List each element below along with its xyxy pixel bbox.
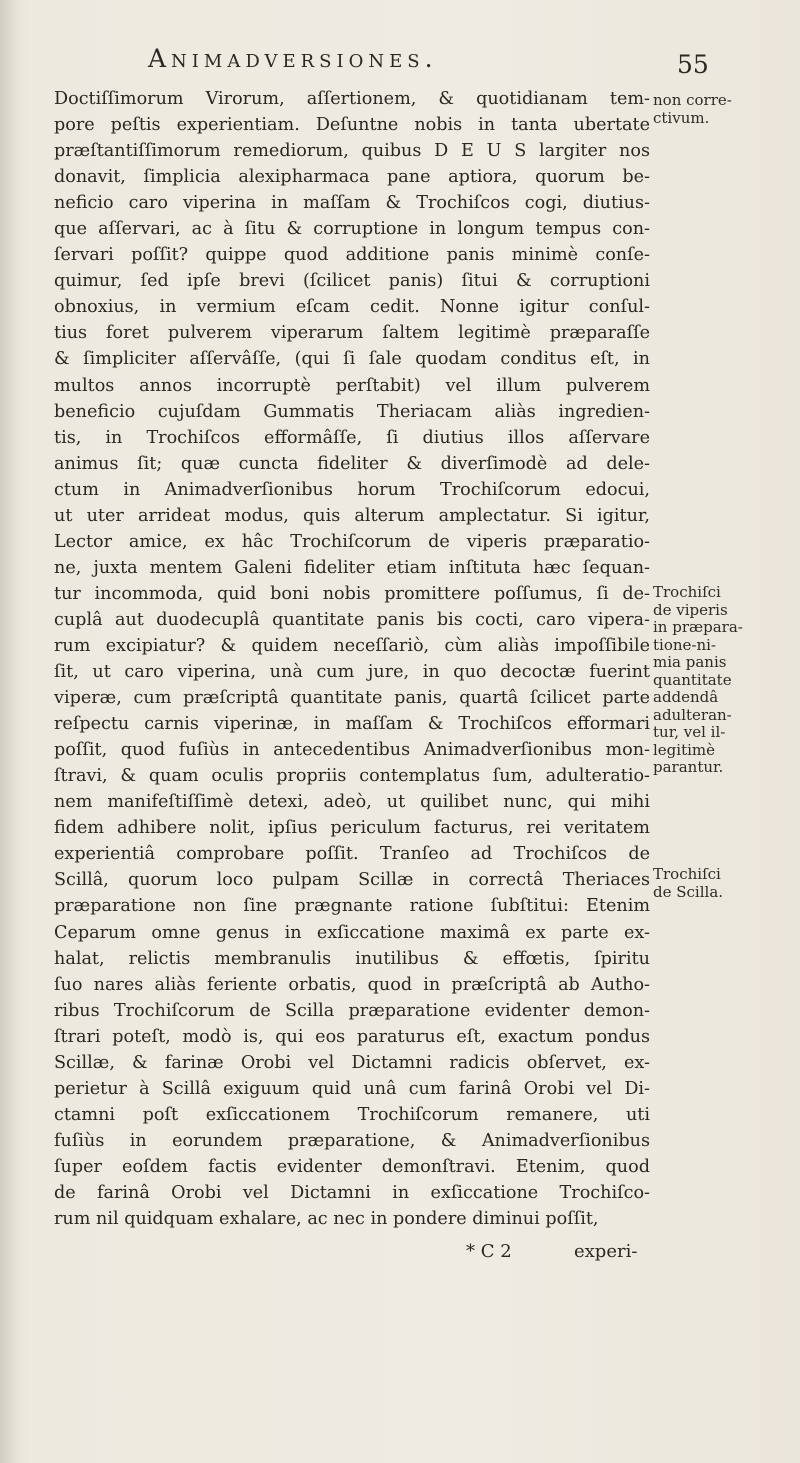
- marginal-note-line: in præpara-: [653, 619, 743, 636]
- text-line: perietur à Scillâ exiguum quid unâ cum farinâ Orobi vel Di-: [54, 1078, 650, 1099]
- signature-mark: * C 2: [466, 1241, 512, 1262]
- text-line: tur incommoda, quid boni nobis promittere poſſumus, ſi de-: [54, 583, 650, 604]
- text-line: Scillâ, quorum loco pulpam Scillæ in correctâ Theriaces: [54, 870, 650, 891]
- text-line: multos annos incorruptè perſtabit) vel illum pulverem: [54, 375, 650, 396]
- text-line: de farinâ Orobi vel Dictamni in exſiccatione Trochiſco-: [54, 1182, 650, 1203]
- text-line: ribus Trochiſcorum de Scilla præparatione evidenter demon-: [54, 1000, 650, 1021]
- marginal-note-line: parantur.: [653, 759, 724, 776]
- text-line: donavit, ſimplicia alexipharmaca pane aptiora, quorum be-: [54, 167, 650, 188]
- text-line: halat, relictis membranulis inutilibus & effœtis, ſpiritu: [54, 948, 650, 969]
- page-number: 55: [677, 50, 709, 79]
- text-line: Scillæ, & farinæ Orobi vel Dictamni radicis obſervet, ex-: [54, 1052, 650, 1073]
- text-line: poſſit, quod fuſiùs in antecedentibus Animadverſionibus mon-: [54, 740, 650, 761]
- page-footer: [0, 1241, 800, 1267]
- text-line: ſervari poſſit? quippe quod additione panis minimè conſe-: [54, 245, 650, 266]
- text-line: ſtravi, & quam oculis propriis contemplatus ſum, adulteratio-: [54, 766, 650, 787]
- text-line: neficio caro viperina in maſſam & Trochiſcos cogi, diutius-: [54, 193, 650, 214]
- text-line: Ceparum omne genus in exſiccatione maximâ ex parte ex-: [54, 922, 650, 943]
- marginal-note-line: mia panis: [653, 654, 727, 671]
- text-line: tius foret pulverem viperarum ſaltem legitimè præparaſſe: [54, 323, 650, 344]
- marginal-note: [653, 92, 745, 127]
- text-line: quimur, ſed ipſe brevi (ſcilicet panis) ſitui & corruptioni: [54, 271, 650, 292]
- text-line: pore peſtis experientiam. Deſuntne nobis in tanta ubertate: [54, 115, 650, 136]
- text-line: ſit, ut caro viperina, unà cum jure, in quo decoctæ fuerint: [54, 662, 650, 683]
- text-line: ctamni poſt exſiccationem Trochiſcorum remanere, uti: [54, 1104, 650, 1125]
- text-line: Lector amice, ex hâc Trochiſcorum de viperis præparatio-: [54, 531, 650, 552]
- text-line: fuſiùs in eorundem præparatione, & Animadverſionibus: [54, 1130, 650, 1151]
- marginal-note-line: de Scilla.: [653, 883, 724, 901]
- text-line: reſpectu carnis viperinæ, in maſſam & Trochiſcos efformari: [54, 714, 650, 735]
- text-line: obnoxius, in vermium eſcam cedit. Nonne igitur conſul-: [54, 297, 650, 318]
- marginal-note-line: Trochiſci: [653, 866, 721, 883]
- text-line: que aſſervari, ac à ſitu & corruptione in longum tempus con-: [54, 219, 650, 240]
- text-line: præſtantiſſimorum remediorum, quibus D E U S largiter nos: [54, 141, 650, 162]
- text-line: Doctiſſimorum Virorum, aſſertionem, & quotidianam tem-: [54, 89, 650, 109]
- main-text: [54, 86, 650, 1232]
- text-line: fidem adhibere nolit, ipſius periculum facturus, rei veritatem: [54, 818, 650, 839]
- text-line: animus ſit; quæ cuncta fideliter & diverſimodè ad dele-: [54, 453, 650, 474]
- text-line: cuplâ aut duodecuplâ quantitate panis bis cocti, caro vipera-: [54, 609, 650, 630]
- running-head: Animadversiones.: [148, 44, 438, 73]
- marginal-note-line: legitimè: [653, 741, 715, 759]
- text-line: experientiâ comprobare poſſit. Tranſeo ad Trochiſcos de: [54, 844, 650, 865]
- catchword: experi-: [574, 1241, 638, 1262]
- text-line: ne, juxta mentem Galeni fideliter etiam inſtituta hæc ſequan-: [54, 557, 650, 578]
- marginal-note-line: ctivum.: [653, 109, 710, 127]
- text-line: rum nil quidquam exhalare, ac nec in pondere diminui poſſit,: [54, 1209, 599, 1230]
- text-line: beneficio cujuſdam Gummatis Theriacam aliàs ingredien-: [54, 401, 650, 422]
- text-line: ſuper eoſdem factis evidenter demonſtravi. Etenim, quod: [54, 1156, 650, 1177]
- marginal-note-line: quantitate: [653, 671, 732, 689]
- marginal-note-line: non corre-: [653, 92, 732, 109]
- page-header: [0, 44, 800, 84]
- marginal-note: [653, 584, 745, 777]
- marginal-note-line: de viperis: [653, 601, 728, 619]
- marginal-note-line: adulteran-: [653, 706, 732, 724]
- text-line: viperæ, cum præſcriptâ quantitate panis, quartâ ſcilicet parte: [54, 688, 650, 709]
- text-line: præparatione non ſine prægnante ratione ſubſtitui: Etenim: [54, 896, 650, 917]
- text-line: nem manifeſtiſſimè detexi, adeò, ut quilibet nunc, qui mihi: [54, 792, 650, 813]
- text-line: ſuo nares aliàs feriente orbatis, quod in præſcriptâ ab Autho-: [54, 974, 650, 995]
- marginal-note-line: addendâ: [653, 689, 719, 706]
- text-line: & ſimpliciter aſſervâſſe, (qui ſi ſale quodam conditus eſt, in: [54, 349, 650, 370]
- text-line: tis, in Trochiſcos efformâſſe, ſi diutius illos aſſervare: [54, 427, 650, 448]
- text-line: ctum in Animadverſionibus horum Trochiſcorum edocui,: [54, 479, 650, 500]
- marginal-note-line: Trochiſci: [653, 584, 721, 601]
- text-line: rum excipiatur? & quidem neceſſariò, cùm aliàs impoſſibile: [54, 635, 650, 656]
- marginal-note-line: tione-ni-: [653, 636, 716, 654]
- text-line: ut uter arrideat modus, quis alterum amplectatur. Si igitur,: [54, 505, 650, 526]
- marginal-note-line: tur, vel il-: [653, 724, 726, 741]
- text-line: ſtrari poteſt, modò is, qui eos paraturus eſt, exactum pondus: [54, 1026, 650, 1047]
- marginal-note: [653, 866, 745, 901]
